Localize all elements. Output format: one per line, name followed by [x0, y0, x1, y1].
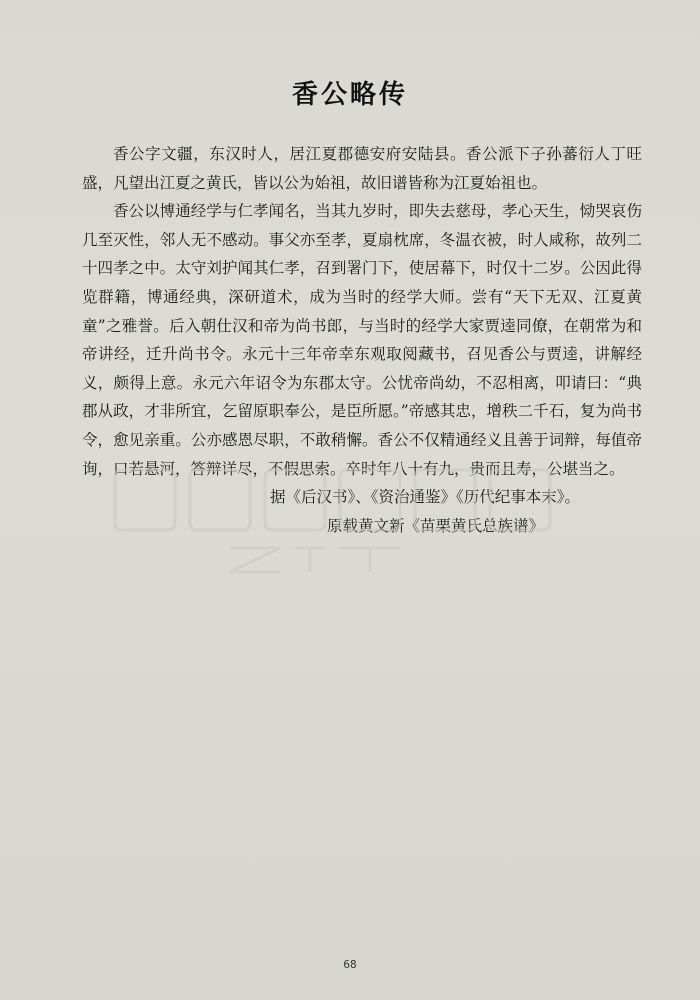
paragraph-biography: 香公以博通经学与仁孝闻名，当其九岁时，即失去慈母，孝心天生，恸哭哀伤几至灭性，邻人无不感动。事父亦至孝，夏扇枕席，冬温衣被，时人咸称，故列二十四孝之中。太守刘护闻其仁孝，召到署门下，使居幕下，时仅十二岁。公因此得览群籍，博通经典，深研道术，成为当时的经学大师。尝有“天下无双、江夏黄童”之雅誉。后入朝仕汉和帝为尚书郎，与当时的经学大家贾逵同僚，在朝常为和帝讲经，迁升尚书令。永元十三年帝幸东观取阅藏书，召见香公与贾逵，讲解经义，颇得上意。永元六年诏令为东郡太守。公忧帝尚幼，不忍相离，叩请曰：“典郡从政，才非所宜，乞留原职奉公，是臣所愿。”帝感其忠，增秩二千石，复为尚书令，愈见亲重。公亦感恩尽职，不敢稍懈。香公不仅精通经义且善于词辩，每值帝询，口若悬河，答辩详尽，不假思索。卒时年八十有九，贵而且寿，公堪当之。 [82, 202, 642, 478]
page-title: 香公略传 [291, 80, 408, 110]
page-number: 68 [343, 958, 357, 971]
paragraph-intro: 香公字文疆，东汉时人，居江夏郡德安府安陆县。香公派下子孙蕃衍人丁旺盛，凡望出江夏之黄氏，皆以公为始祖，故旧谱皆称为江夏始祖也。 [82, 145, 642, 192]
source-origin: 原载黄文新《苗栗黄氏总族谱》 [326, 516, 544, 535]
source-citation: 据《后汉书》、《资治通鉴》《历代纪事本末》。 [269, 488, 580, 507]
article-body [82, 140, 642, 540]
